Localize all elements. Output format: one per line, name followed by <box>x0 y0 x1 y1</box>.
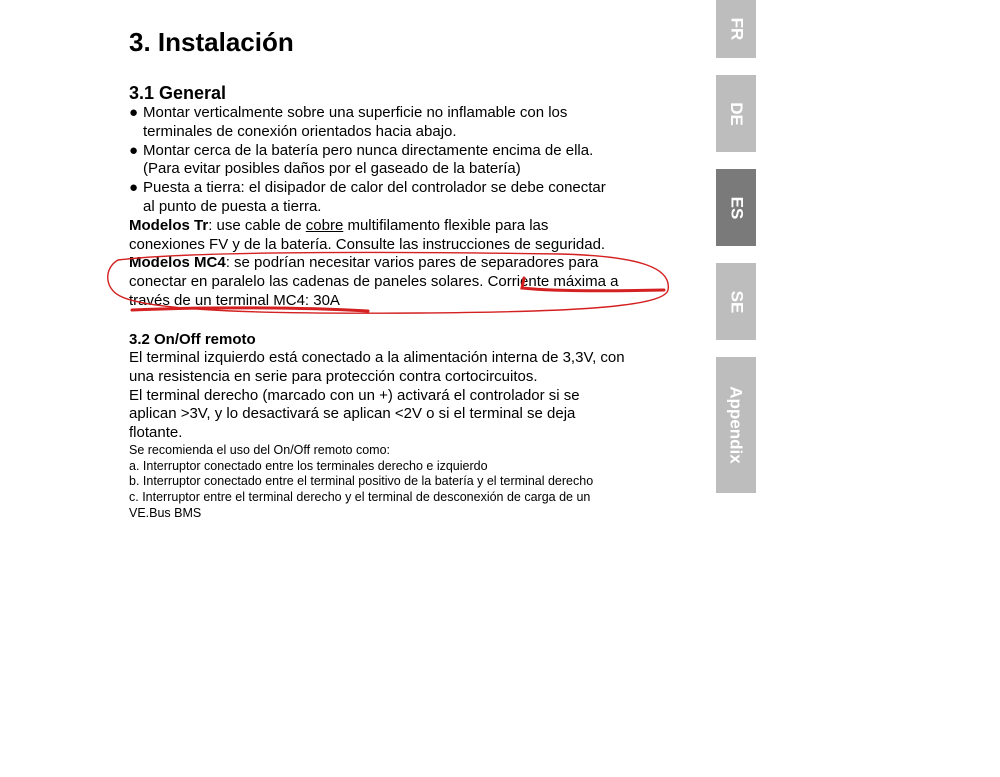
bullet-item: ● Montar verticalmente sobre una superficie no inflamable con los terminales de conexión orientados hacia abajo. <box>129 104 568 140</box>
tab-fr[interactable]: FR <box>716 0 756 58</box>
mc4-models-label: Modelos MC4 <box>129 254 226 272</box>
remote-onoff-options: Se recomienda el uso del On/Off remoto como: a. Interruptor conectado entre los terminales derecho e izquierdo b. Interruptor conectado entre el terminal positivo de la batería y el terminal derecho c. Interruptor entre el terminal derecho y el terminal de desconexión de carga de un VE.Bus BMS <box>129 443 594 520</box>
bullet-dot: ● <box>129 179 139 197</box>
bullet-item: ● Montar cerca de la batería pero nunca directamente encima de ella. (Para evitar posibles daños por el gaseado de la batería) <box>129 141 594 178</box>
tab-es[interactable]: ES <box>716 169 756 246</box>
tab-appendix[interactable]: Appendix <box>716 357 756 493</box>
tab-de[interactable]: DE <box>716 75 756 152</box>
underlined-word: cobre <box>305 216 344 234</box>
section-title-general: 3.1 General <box>129 83 227 103</box>
language-tabs <box>716 0 756 777</box>
section-title-remote: 3.2 On/Off remoto <box>129 331 256 348</box>
tab-se[interactable]: SE <box>716 263 756 340</box>
mc4-models-paragraph: Modelos MC4: se podrían necesitar varios pares de separadores para conectar en paralelo las cadenas de paneles solares. Corriente máxima a través de un terminal MC4: 30A <box>129 254 619 309</box>
tr-models-label: Modelos Tr <box>129 216 209 234</box>
page-title: 3. Instalación <box>129 27 294 57</box>
bullet-dot: ● <box>129 141 139 159</box>
bullet-dot: ● <box>129 104 139 121</box>
tr-models-paragraph: Modelos Tr: use cable de cobre multifilamento flexible para las conexiones FV y de la batería. Consulte las instrucciones de seguridad. <box>129 216 606 253</box>
bullet-item: ● Puesta a tierra: el disipador de calor del controlador se debe conectar al punto de puesta a tierra. <box>129 179 606 215</box>
general-bullets <box>129 104 689 311</box>
remote-onoff-text: El terminal izquierdo está conectado a la alimentación interna de 3,3V, con una resistencia en serie para protección contra cortocircuitos. El terminal derecho (marcado con un +) activará el controlador si se aplican >3V, y lo desactivará se aplican <2V o si el terminal se deja flotante. <box>129 349 625 442</box>
